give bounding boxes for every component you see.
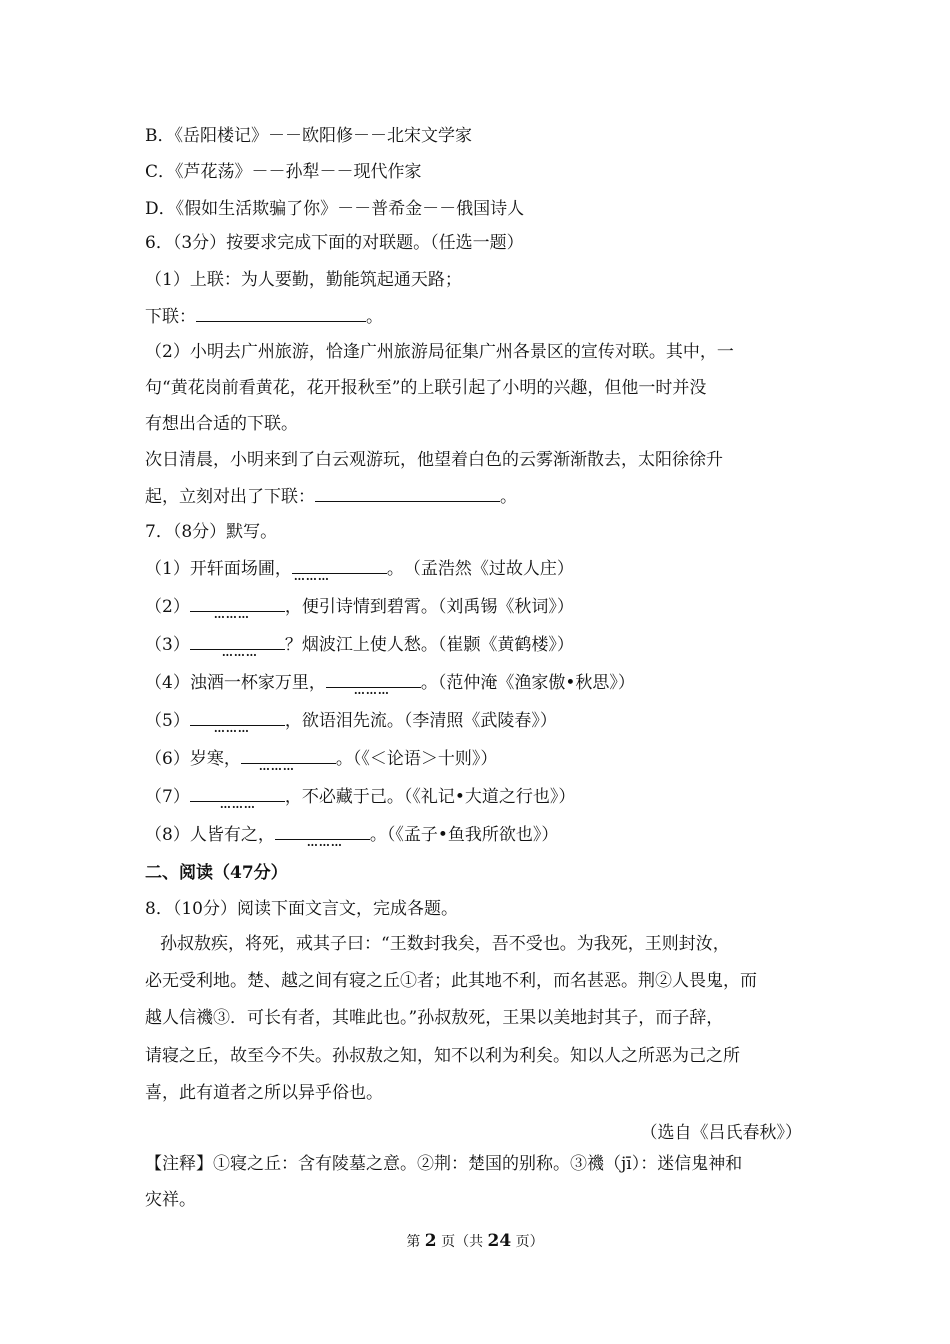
question-7-stem: 7．（8分）默写。 (145, 522, 278, 542)
item-post: 。（《＜论语＞十则》） (335, 749, 498, 769)
dictation-item-3 (145, 633, 574, 659)
option-d: D．《假如生活欺骗了你》－－普希金－－俄国诗人 (145, 199, 525, 219)
question-6-answer-line (145, 305, 383, 328)
notes-line: 灾祥。 (145, 1190, 196, 1210)
question-6-part2-line2: 句“黄花岗前看黄花，花开报秋至”的上联引起了小明的兴趣，但他一时并没 (145, 378, 707, 398)
dictation-blank[interactable] (292, 557, 387, 583)
page-footer (0, 1231, 950, 1251)
page-number: 2 (424, 1231, 437, 1251)
item-post: 。 （孟浩然《过故人庄） (386, 559, 574, 579)
dictation-item-1 (145, 557, 574, 583)
question-6-part2-line5 (145, 485, 517, 508)
footer-text: 页） (511, 1234, 544, 1250)
dictation-item-5 (145, 709, 557, 735)
emphasis-dots: ……… (213, 608, 250, 621)
emphasis-dots: ……… (221, 646, 258, 659)
item-post: 。（《孟子•鱼我所欲也》） (369, 825, 559, 845)
passage-source: （选自《吕氏春秋》） (640, 1123, 802, 1143)
passage-line: 越人信禨③．可长有者，其唯此也。”孙叔敖死，王果以美地封其子，而子辞， (145, 1008, 724, 1028)
answer-label: 下联： (145, 307, 196, 327)
passage-line: 喜，此有道者之所以异乎俗也。 (145, 1083, 383, 1103)
emphasis-dots: ……… (258, 760, 295, 773)
period: 。 (500, 487, 517, 507)
question-6-part2-line1: （2）小明去广州旅游，恰逢广州旅游局征集广州各景区的宣传对联。其中，一 (145, 342, 734, 362)
item-pre: （8）人皆有之， (145, 825, 275, 845)
passage-line: 必无受利地。楚、越之间有寝之丘①者；此其地不利，而名甚恶。荆②人畏鬼，而 (145, 971, 757, 991)
item-pre: （5） (145, 711, 190, 731)
section-heading: 二、阅读（47分） (145, 863, 288, 883)
item-pre: （4）浊酒一杯家万里， (145, 673, 326, 693)
dictation-item-7 (145, 785, 576, 811)
item-pre: （6）岁寒， (145, 749, 241, 769)
item-post: ，不必藏于己。（《礼记•大道之行也》） (284, 787, 576, 807)
option-b: B．《岳阳楼记》－－欧阳修－－北宋文学家 (145, 126, 472, 146)
dictation-blank[interactable] (326, 671, 421, 697)
dictation-item-4 (145, 671, 635, 697)
dictation-blank[interactable] (190, 785, 285, 811)
question-6-part1: （1）上联：为人要勤，勤能筑起通天路； (145, 270, 462, 290)
answer-prompt: 起，立刻对出了下联： (145, 487, 315, 507)
item-pre: （2） (145, 597, 190, 617)
dictation-blank[interactable] (190, 709, 285, 735)
dictation-item-6 (145, 747, 498, 773)
item-pre: （7） (145, 787, 190, 807)
dictation-blank[interactable] (241, 747, 336, 773)
emphasis-dots: ……… (306, 836, 343, 849)
option-c: C．《芦花荡》－－孙犁－－现代作家 (145, 162, 422, 182)
page-total: 24 (487, 1231, 512, 1251)
question-6-part2-line4: 次日清晨，小明来到了白云观游玩，他望着白色的云雾渐渐散去，太阳徐徐升 (145, 450, 723, 470)
dictation-blank[interactable] (275, 823, 370, 849)
dictation-blank[interactable] (190, 633, 285, 659)
passage-line: 孙叔敖疾，将死，戒其子曰：“王数封我矣，吾不受也。为我死，王则封汝， (160, 934, 730, 954)
footer-text: 页（共 (436, 1234, 488, 1250)
emphasis-dots: ……… (219, 798, 256, 811)
question-6-stem: 6．（3分）按要求完成下面的对联题。（任选一题） (145, 233, 524, 253)
footer-text: 第 (406, 1234, 425, 1250)
dictation-item-2 (145, 595, 574, 621)
dictation-item-8 (145, 823, 559, 849)
item-post: ？烟波江上使人愁。（崔颢《黄鹤楼》） (284, 635, 574, 655)
passage-line: 请寝之丘，故至今不失。孙叔敖之知，知不以利为利矣。知以人之所恶为己之所 (145, 1046, 740, 1066)
item-post: 。（范仲淹《渔家傲•秋思》） (420, 673, 635, 693)
item-pre: （1）开轩面场圃， (145, 559, 292, 579)
period: 。 (366, 307, 383, 327)
question-6-part2-line3: 有想出合适的下联。 (145, 414, 298, 434)
answer-blank[interactable] (315, 485, 500, 502)
emphasis-dots: ……… (353, 684, 390, 697)
emphasis-dots: ……… (293, 570, 330, 583)
question-8-stem: 8．（10分）阅读下面文言文，完成各题。 (145, 899, 458, 919)
item-post: ，欲语泪先流。（李清照《武陵春》） (284, 711, 557, 731)
dictation-blank[interactable] (190, 595, 285, 621)
emphasis-dots: ……… (213, 722, 250, 735)
notes-line: 【注释】①寝之丘：含有陵墓之意。②荆：楚国的别称。③禨（jī）：迷信鬼神和 (145, 1154, 743, 1174)
item-post: ，便引诗情到碧霄。（刘禹锡《秋词》） (284, 597, 574, 617)
answer-blank[interactable] (196, 305, 366, 322)
item-pre: （3） (145, 635, 190, 655)
